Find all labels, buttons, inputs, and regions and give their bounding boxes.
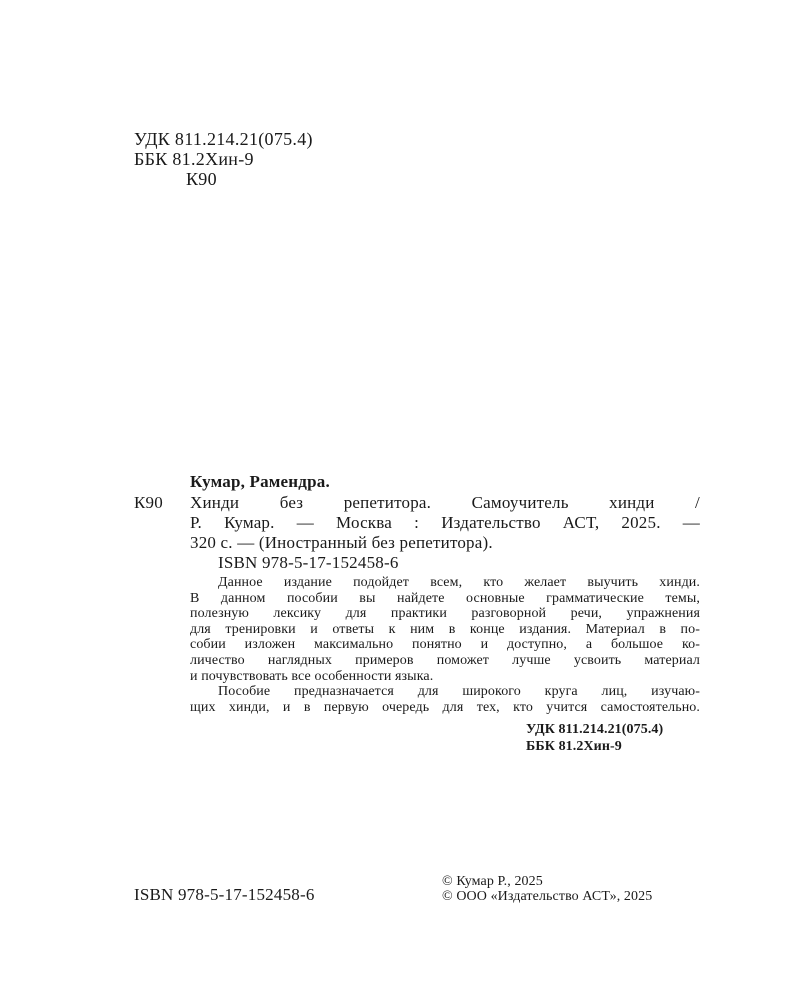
footer-isbn: ISBN 978-5-17-152458-6 <box>134 885 315 904</box>
annotation-paragraph-2 <box>190 684 700 715</box>
annotation-line: Пособие предназначается для широкого круга лиц, изучаю- <box>218 684 700 699</box>
header-udk: УДК 811.214.21(075.4) <box>134 129 313 149</box>
annotation-line: щих хинди, и в первую очередь для тех, кто учится самостоятельно. <box>190 699 700 715</box>
annotation-line: Данное издание подойдет всем, кто желает выучить хинди. <box>218 575 700 590</box>
annotation-line: личество наглядных примеров поможет лучше усвоить материал <box>190 652 700 668</box>
header-bbk: ББК 81.2Хин-9 <box>134 149 254 169</box>
annotation-line: собии изложен максимально понятно и доступно, а большое ко- <box>190 637 700 653</box>
entry-author-code: К90 <box>134 493 163 512</box>
entry-isbn: ISBN 978-5-17-152458-6 <box>218 553 399 572</box>
copyright-publisher: © ООО «Издательство АСТ», 2025 <box>442 889 653 904</box>
entry-author: Кумар, Рамендра. <box>190 472 330 491</box>
entry-title-line: 320 с. — (Иностранный без репетитора). <box>190 533 493 552</box>
entry-title-block <box>190 493 700 533</box>
annotation-line: и почувствовать все особенности языка. <box>190 668 434 684</box>
annotation-line: для тренировки и ответы к ним в конце издания. Материал в по- <box>190 621 700 637</box>
copyright-author: © Кумар Р., 2025 <box>442 874 543 889</box>
classification-bbk: ББК 81.2Хин-9 <box>526 739 622 754</box>
entry-title-line: Р. Кумар. — Москва : Издательство АСТ, 2025. — <box>190 513 700 532</box>
entry-title-line: Хинди без репетитора. Самоучитель хинди / <box>190 493 700 512</box>
header-author-code: К90 <box>186 169 217 189</box>
classification-udk: УДК 811.214.21(075.4) <box>526 722 664 737</box>
annotation-line: полезную лексику для практики разговорной речи, упражнения <box>190 606 700 622</box>
annotation-line: В данном пособии вы найдете основные грамматические темы, <box>190 590 700 606</box>
annotation-paragraph-1 <box>190 575 700 684</box>
